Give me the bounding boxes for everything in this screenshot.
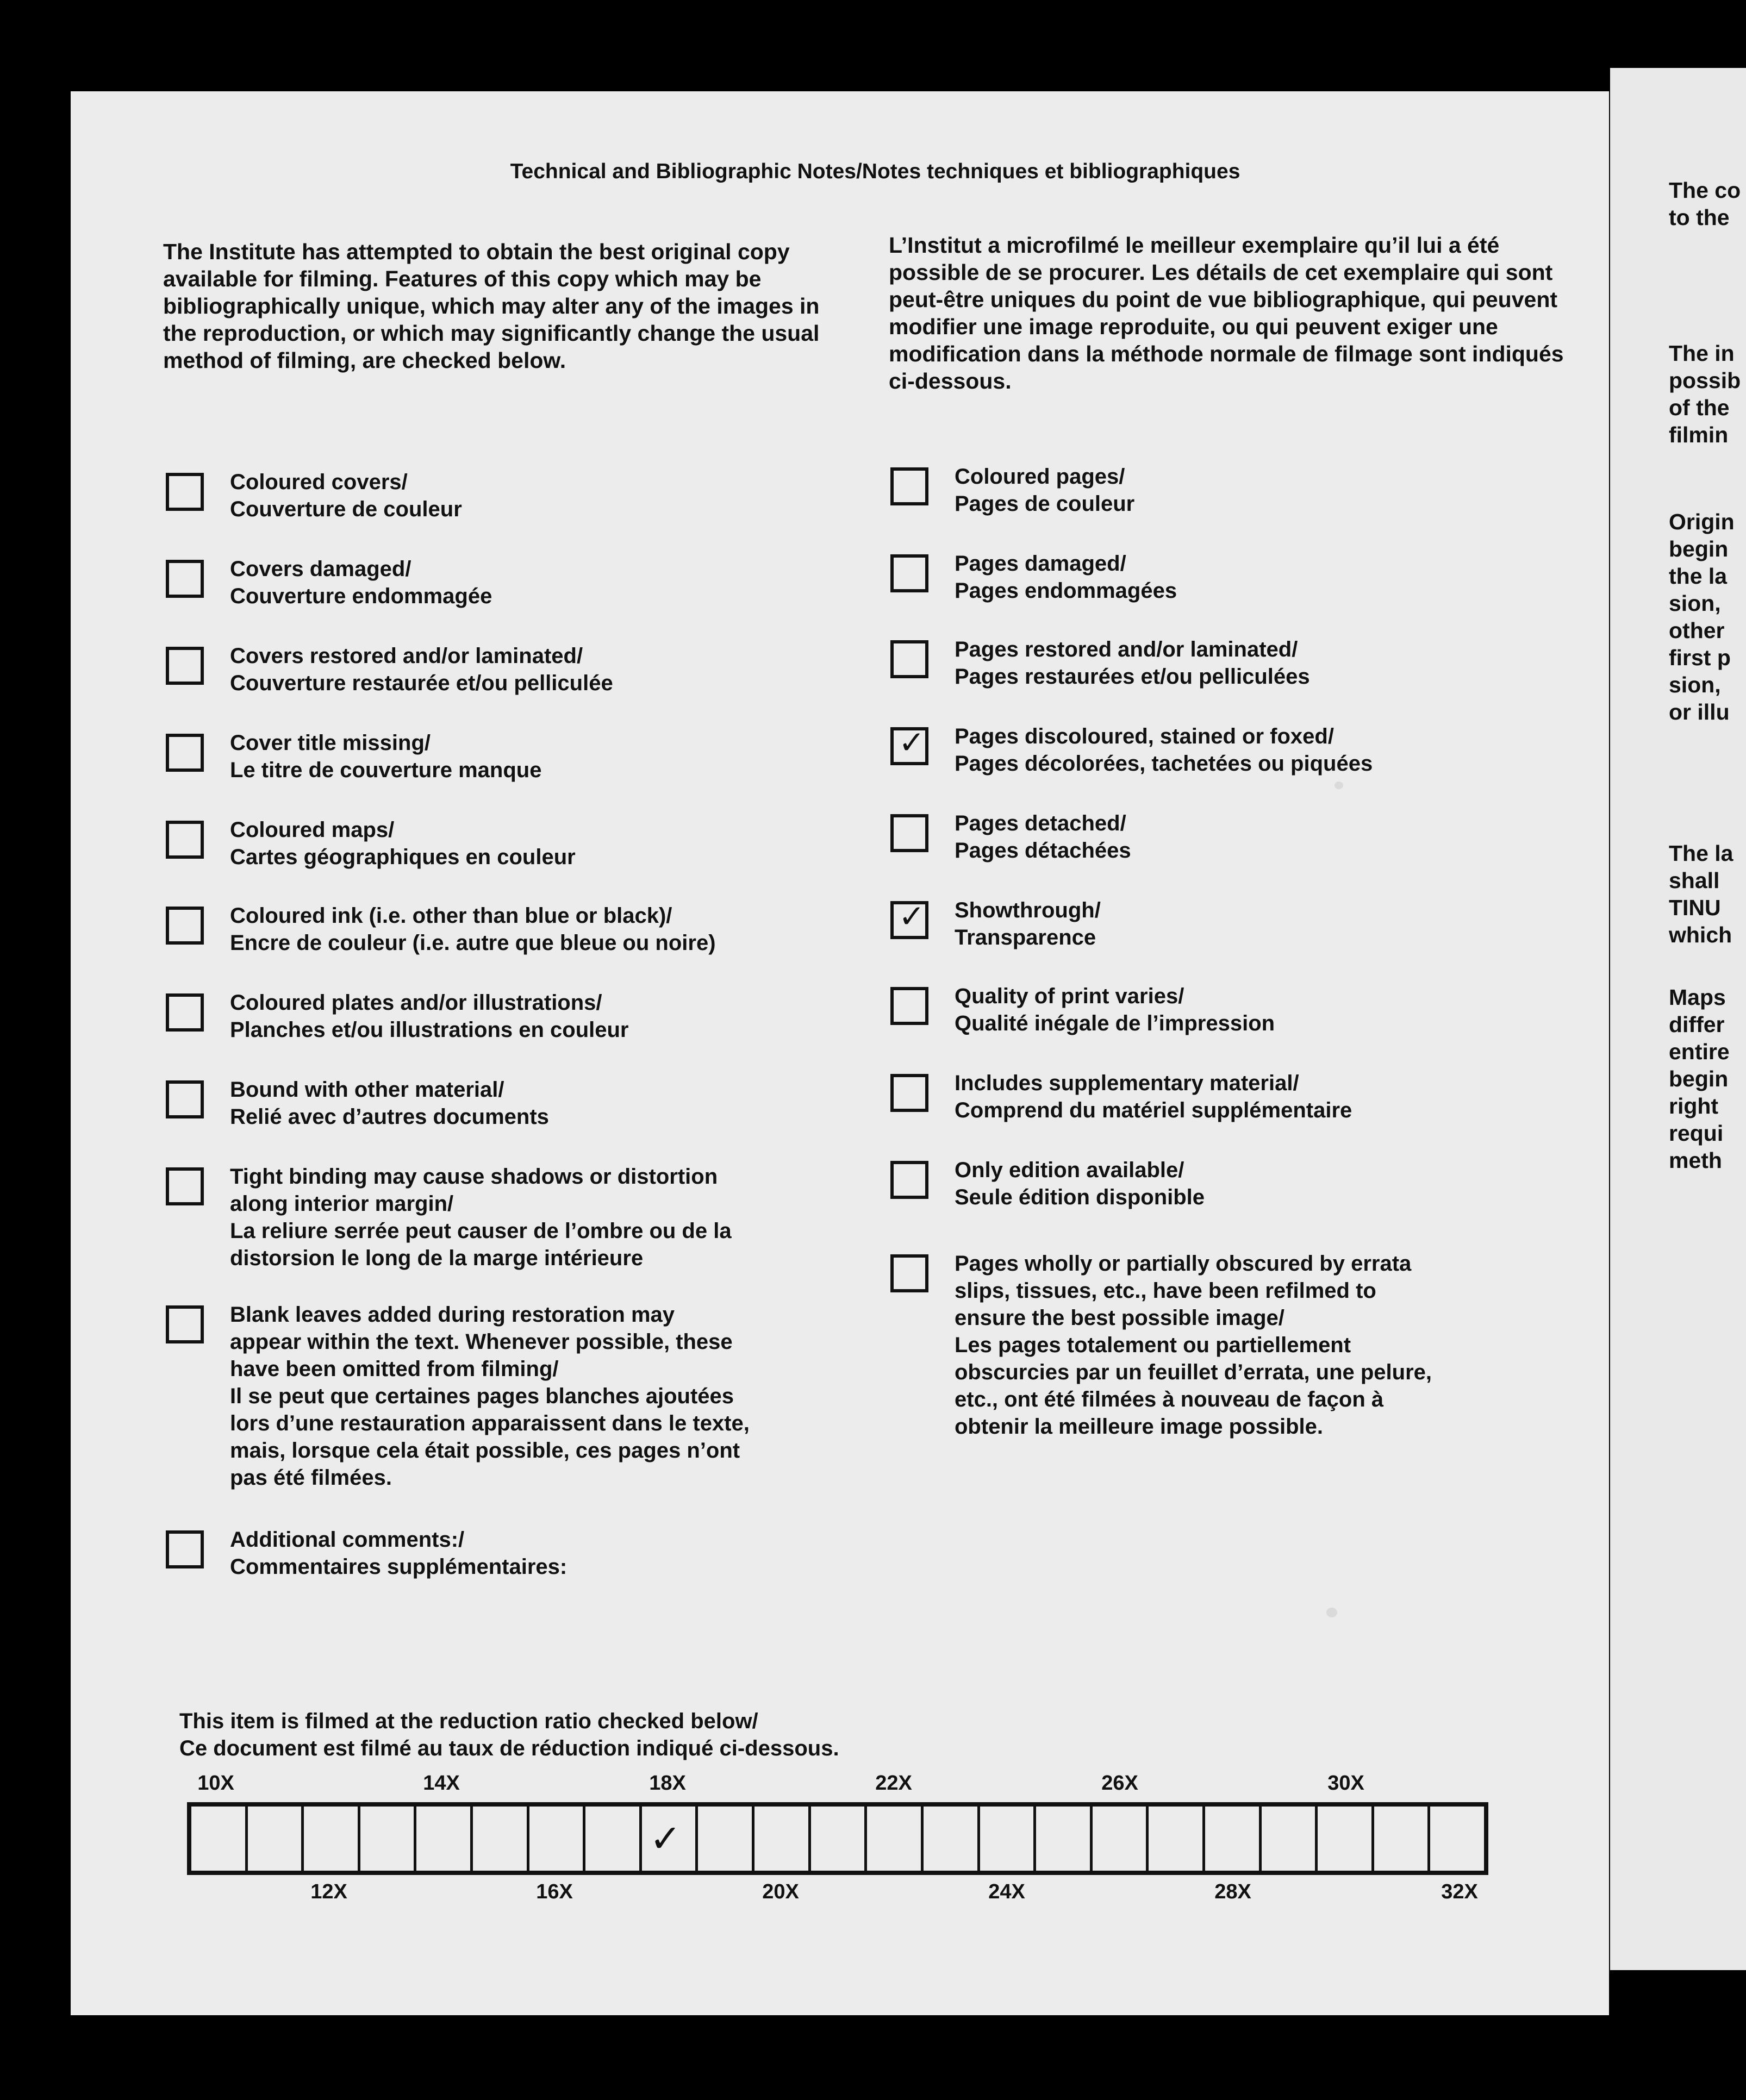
reduction-ratio-english: This item is filmed at the reduction ratio checked below/ [179,1709,758,1733]
item-label [230,989,629,1043]
checkbox[interactable] [166,993,204,1032]
adjacent-line: meth [1669,1148,1722,1173]
item-label-line: Couverture restaurée et/ou pelliculée [230,671,613,695]
ratio-cell[interactable] [1262,1807,1318,1871]
checkbox[interactable] [890,901,928,939]
ratio-cell[interactable] [1430,1807,1484,1871]
item-label-line: Pages détachées [955,839,1131,862]
adjacent-line: to the [1669,205,1730,230]
checkbox[interactable] [890,727,928,765]
item-label-line: Bound with other material/ [230,1078,504,1102]
adjacent-paragraph [1669,508,1735,726]
checkbox[interactable] [166,734,204,772]
item-label-line: mais, lorsque cela était possible, ces pages n’ont [230,1439,740,1462]
item-label-line: lors d’une restauration apparaissent dans le texte, [230,1411,750,1435]
ratio-cell[interactable] [754,1807,811,1871]
item-label [230,816,576,871]
item-label-line: Includes supplementary material/ [955,1071,1299,1095]
checkbox[interactable] [166,1167,204,1205]
dust-speck [1335,782,1343,789]
item-label [955,723,1373,777]
ratio-cell[interactable] [1374,1807,1431,1871]
item-label [955,1157,1205,1211]
item-label-line: Pages décolorées, tachetées ou piquées [955,752,1373,776]
checkbox[interactable] [890,467,928,505]
page-title: Technical and Bibliographic Notes/Notes techniques et bibliographiques [510,160,1240,183]
ratio-label: 20X [762,1880,799,1903]
ratio-label: 10X [197,1772,234,1795]
checkbox[interactable] [890,814,928,852]
item-label-line: Showthrough/ [955,898,1101,922]
adjacent-line: requi [1669,1121,1724,1146]
adjacent-line: filmin [1669,422,1729,447]
adjacent-line: Maps [1669,985,1726,1010]
item-label [230,468,462,523]
adjacent-line: entire [1669,1039,1730,1064]
item-label-line: Quality of print varies/ [955,984,1184,1008]
item-label-line: Planches et/ou illustrations en couleur [230,1018,629,1042]
intro-french: L’Institut a microfilmé le meilleur exemplaire qu’il lui a été possible de se procurer. Les détails de cet exemplaire qui sont peut-être uniques du point de vue bibliographique, qui peuvent modifier une image reproduite, ou qui peuvent exiger une modification dans la méthode normale de filmage sont indiqués ci-dessous. [889,233,1564,393]
checkbox[interactable] [890,554,928,592]
ratio-label: 14X [423,1772,460,1795]
item-label-line: ensure the best possible image/ [955,1306,1284,1330]
adjacent-line: TINU [1669,895,1721,920]
item-label [230,729,541,784]
checkbox[interactable] [890,1254,928,1292]
item-label-line: Encre de couleur (i.e. autre que bleue ou noire) [230,931,716,955]
adjacent-paragraph [1669,984,1730,1174]
ratio-cell[interactable] [698,1807,754,1871]
item-label-line: Coloured covers/ [230,470,408,494]
adjacent-line: The la [1669,841,1733,866]
item-label [230,902,716,957]
ratio-cell[interactable] [473,1807,529,1871]
item-label-line: Pages wholly or partially obscured by errata [955,1252,1412,1276]
item-label-line: Couverture endommagée [230,584,492,608]
ratio-label: 26X [1101,1772,1138,1795]
checkbox[interactable] [166,473,204,511]
ratio-cell[interactable] [642,1807,699,1871]
adjacent-line: right [1669,1093,1719,1118]
item-label-line: slips, tissues, etc., have been refilmed to [955,1279,1376,1303]
checkbox[interactable] [890,1074,928,1112]
item-label-line: distorsion le long de la marge intérieure [230,1246,644,1270]
item-label-line: Pages damaged/ [955,552,1126,576]
item-label-line: Pages endommagées [955,579,1177,603]
item-label-line: pas été filmées. [230,1466,392,1490]
ratio-cell[interactable] [980,1807,1037,1871]
item-label-line: etc., ont été filmées à nouveau de façon à [955,1388,1384,1411]
item-label-line: obtenir la meilleure image possible. [955,1415,1323,1439]
adjacent-line: of the [1669,395,1730,420]
check-mark-icon: ✓ [649,1817,682,1860]
ratio-label: 24X [988,1880,1025,1903]
item-label-line: Cover title missing/ [230,731,431,755]
adjacent-line: begin [1669,1066,1729,1091]
adjacent-paragraph [1669,840,1733,948]
checkbox[interactable] [166,821,204,859]
notes-page [71,91,1609,2015]
checkbox[interactable] [166,1080,204,1118]
item-label-line: Pages restored and/or laminated/ [955,638,1298,661]
ratio-cell[interactable] [1205,1807,1262,1871]
item-label-line: Pages restaurées et/ou pelliculées [955,665,1310,689]
adjacent-line: the la [1669,564,1728,589]
item-label-line: Cartes géographiques en couleur [230,845,576,869]
dust-speck [1326,1608,1337,1617]
adjacent-line: shall [1669,868,1720,893]
ratio-label: 28X [1214,1880,1251,1903]
adjacent-page [1610,68,1746,1970]
ratio-cell[interactable] [867,1807,924,1871]
intro-english: The Institute has attempted to obtain the best original copy available for filming. Features of this copy which may be bibliographically unique, which may alter any of the images in the reproduction, or which may significantly change the usual method of filming, are checked below. [163,239,820,373]
item-label-line: Blank leaves added during restoration may [230,1303,675,1327]
check-mark-icon: ✓ [899,899,925,934]
item-label-line: Transparence [955,926,1096,949]
checkbox[interactable] [890,640,928,678]
ratio-cell[interactable] [416,1807,473,1871]
item-label [955,897,1101,951]
reduction-ratio-grid [187,1802,1488,1875]
item-label-line: Pages de couleur [955,492,1135,516]
ratio-cell[interactable] [304,1807,360,1871]
item-label-line: Il se peut que certaines pages blanches ajoutées [230,1384,734,1408]
adjacent-line: begin [1669,536,1729,561]
item-label-line: Coloured pages/ [955,465,1125,489]
adjacent-paragraph [1669,340,1741,448]
ratio-label: 16X [536,1880,573,1903]
item-label-line: Covers damaged/ [230,557,411,581]
adjacent-line: The co [1669,178,1741,203]
item-label-line: Pages detached/ [955,811,1126,835]
checkbox[interactable] [166,1530,204,1568]
item-label [230,1526,567,1580]
item-label-line: Les pages totalement ou partiellement [955,1333,1351,1357]
adjacent-line: The in [1669,341,1735,366]
item-label [955,463,1134,517]
item-label [230,1301,750,1491]
item-label-line: Only edition available/ [955,1158,1184,1182]
adjacent-line: or illu [1669,699,1730,724]
ratio-cell[interactable] [1093,1807,1149,1871]
item-label [230,555,492,610]
checkbox[interactable] [166,560,204,598]
item-label-line: Pages discoloured, stained or foxed/ [955,724,1334,748]
checkbox[interactable] [166,647,204,685]
item-label-line: Covers restored and/or laminated/ [230,644,583,668]
item-label-line: Seule édition disponible [955,1185,1205,1209]
ratio-cell[interactable] [248,1807,304,1871]
item-label-line: along interior margin/ [230,1192,454,1216]
checkbox[interactable] [166,1305,204,1343]
item-label [955,1250,1432,1440]
item-label-line: appear within the text. Whenever possible, these [230,1330,733,1354]
adjacent-line: sion, [1669,672,1721,697]
adjacent-line: possib [1669,368,1741,393]
checkbox[interactable] [166,907,204,945]
item-label [230,1076,549,1130]
adjacent-line: Origin [1669,509,1735,534]
item-label [230,1163,732,1272]
item-label-line: Coloured ink (i.e. other than blue or black)/ [230,904,672,928]
item-label-line: Relié avec d’autres documents [230,1105,549,1129]
adjacent-line: other [1669,618,1725,643]
adjacent-line: first p [1669,645,1731,670]
ratio-label: 30X [1327,1772,1364,1795]
item-label-line: Comprend du matériel supplémentaire [955,1098,1352,1122]
ratio-cell[interactable] [529,1807,586,1871]
ratio-cell[interactable] [924,1807,980,1871]
item-label-line: have been omitted from filming/ [230,1357,559,1381]
item-label-line: Couverture de couleur [230,497,462,521]
ratio-cell[interactable] [1149,1807,1205,1871]
ratio-cell[interactable] [1318,1807,1374,1871]
ratio-cell[interactable] [811,1807,868,1871]
item-label [955,1070,1352,1124]
item-label [955,810,1131,864]
reduction-ratio-french: Ce document est filmé au taux de réduction indiqué ci-dessous. [179,1736,839,1760]
ratio-cell[interactable] [1036,1807,1093,1871]
item-label-line: Tight binding may cause shadows or distortion [230,1165,718,1189]
item-label [955,550,1177,604]
adjacent-paragraph [1669,177,1741,231]
ratio-cell[interactable] [585,1807,642,1871]
item-label [955,636,1310,690]
item-label-line: Coloured maps/ [230,818,395,842]
item-label-line: Additional comments:/ [230,1528,465,1552]
item-label-line: Le titre de couverture manque [230,758,542,782]
ratio-label: 22X [875,1772,912,1795]
item-label-line: Qualité inégale de l’impression [955,1011,1275,1035]
item-label-line: La reliure serrée peut causer de l’ombre ou de la [230,1219,732,1243]
item-label-line: Commentaires supplémentaires: [230,1555,568,1579]
checkbox[interactable] [890,987,928,1025]
item-label-line: obscurcies par un feuillet d’errata, une pelure, [955,1360,1432,1384]
ratio-cell[interactable] [191,1807,248,1871]
item-label [230,642,613,697]
adjacent-line: sion, [1669,591,1721,616]
ratio-label: 18X [649,1772,686,1795]
check-mark-icon: ✓ [899,725,925,760]
adjacent-line: which [1669,922,1732,947]
ratio-cell[interactable] [360,1807,417,1871]
reduction-ratio-intro [179,1708,839,1762]
ratio-label: 12X [310,1880,347,1903]
item-label [955,983,1275,1037]
item-label-line: Coloured plates and/or illustrations/ [230,991,602,1015]
ratio-label: 32X [1441,1880,1478,1903]
adjacent-line: differ [1669,1012,1725,1037]
checkbox[interactable] [890,1161,928,1199]
